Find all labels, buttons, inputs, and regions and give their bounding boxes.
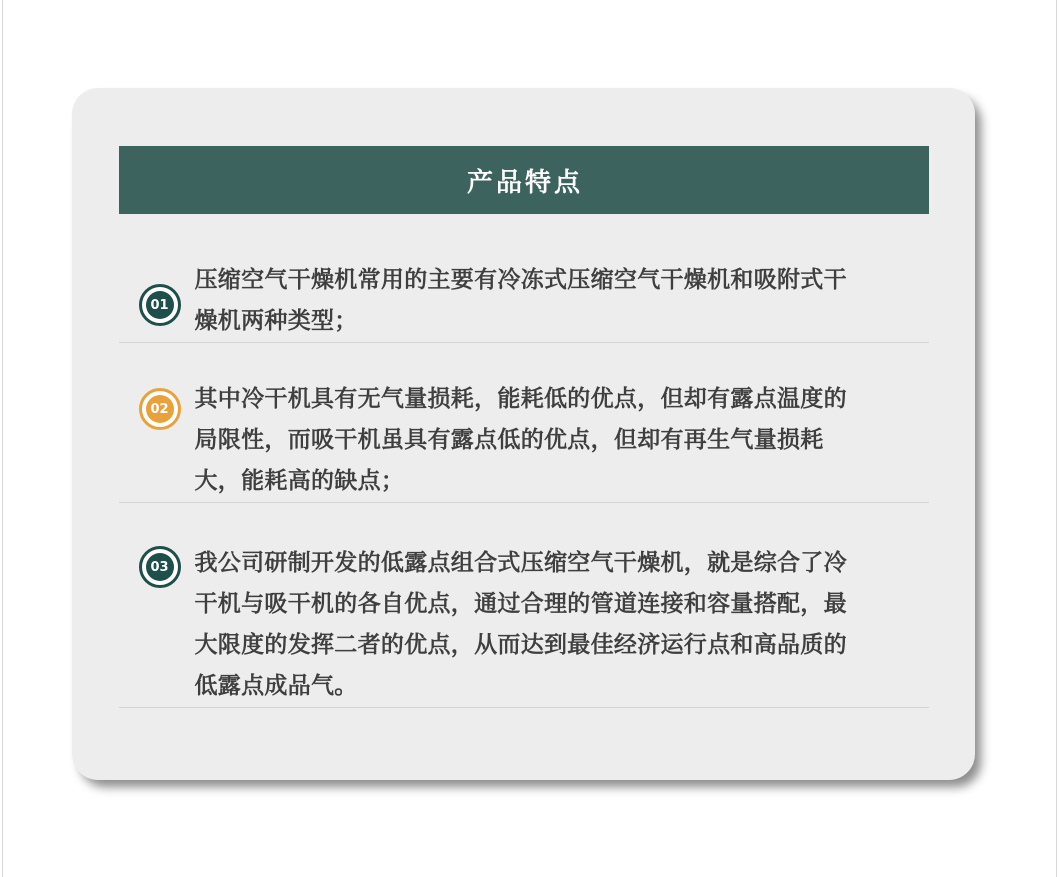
divider-2 — [119, 502, 929, 503]
feature-number-badge-1 — [139, 284, 181, 326]
feature-number-1: 01 — [146, 291, 174, 319]
feature-text-3: 我公司研制开发的低露点组合式压缩空气干燥机，就是综合了冷 干机与吸干机的各自优点，通过合理的管道连接和容量搭配，最 大限度的发挥二者的优点，从而达到最佳经济运行点和高品质的 低露点成品气。 — [194, 550, 847, 699]
feature-number-3: 03 — [146, 553, 174, 581]
section-header-banner — [119, 146, 929, 214]
feature-text-1: 压缩空气干燥机常用的主要有冷冻式压缩空气干燥机和吸附式干 燥机两种类型； — [194, 267, 847, 334]
divider-3 — [119, 707, 929, 708]
feature-item-1 — [119, 260, 929, 342]
divider-1 — [119, 342, 929, 343]
page-right-border — [1056, 0, 1057, 877]
feature-number-badge-2 — [139, 388, 181, 430]
feature-text-2: 其中冷干机具有无气量损耗，能耗低的优点，但却有露点温度的 局限性，而吸干机虽具有露点低的优点，但却有再生气量损耗 大，能耗高的缺点； — [194, 386, 847, 494]
product-features-card — [72, 88, 975, 780]
features-list — [119, 260, 929, 708]
feature-number-2: 02 — [146, 395, 174, 423]
feature-item-2 — [119, 379, 929, 502]
page-left-border — [2, 0, 3, 877]
feature-item-3 — [119, 543, 929, 707]
feature-badge-column-3 — [119, 543, 195, 588]
feature-badge-column-2 — [119, 379, 195, 430]
feature-number-badge-3 — [139, 546, 181, 588]
section-title: 产品特点 — [466, 167, 583, 198]
feature-badge-column-1 — [119, 260, 195, 326]
